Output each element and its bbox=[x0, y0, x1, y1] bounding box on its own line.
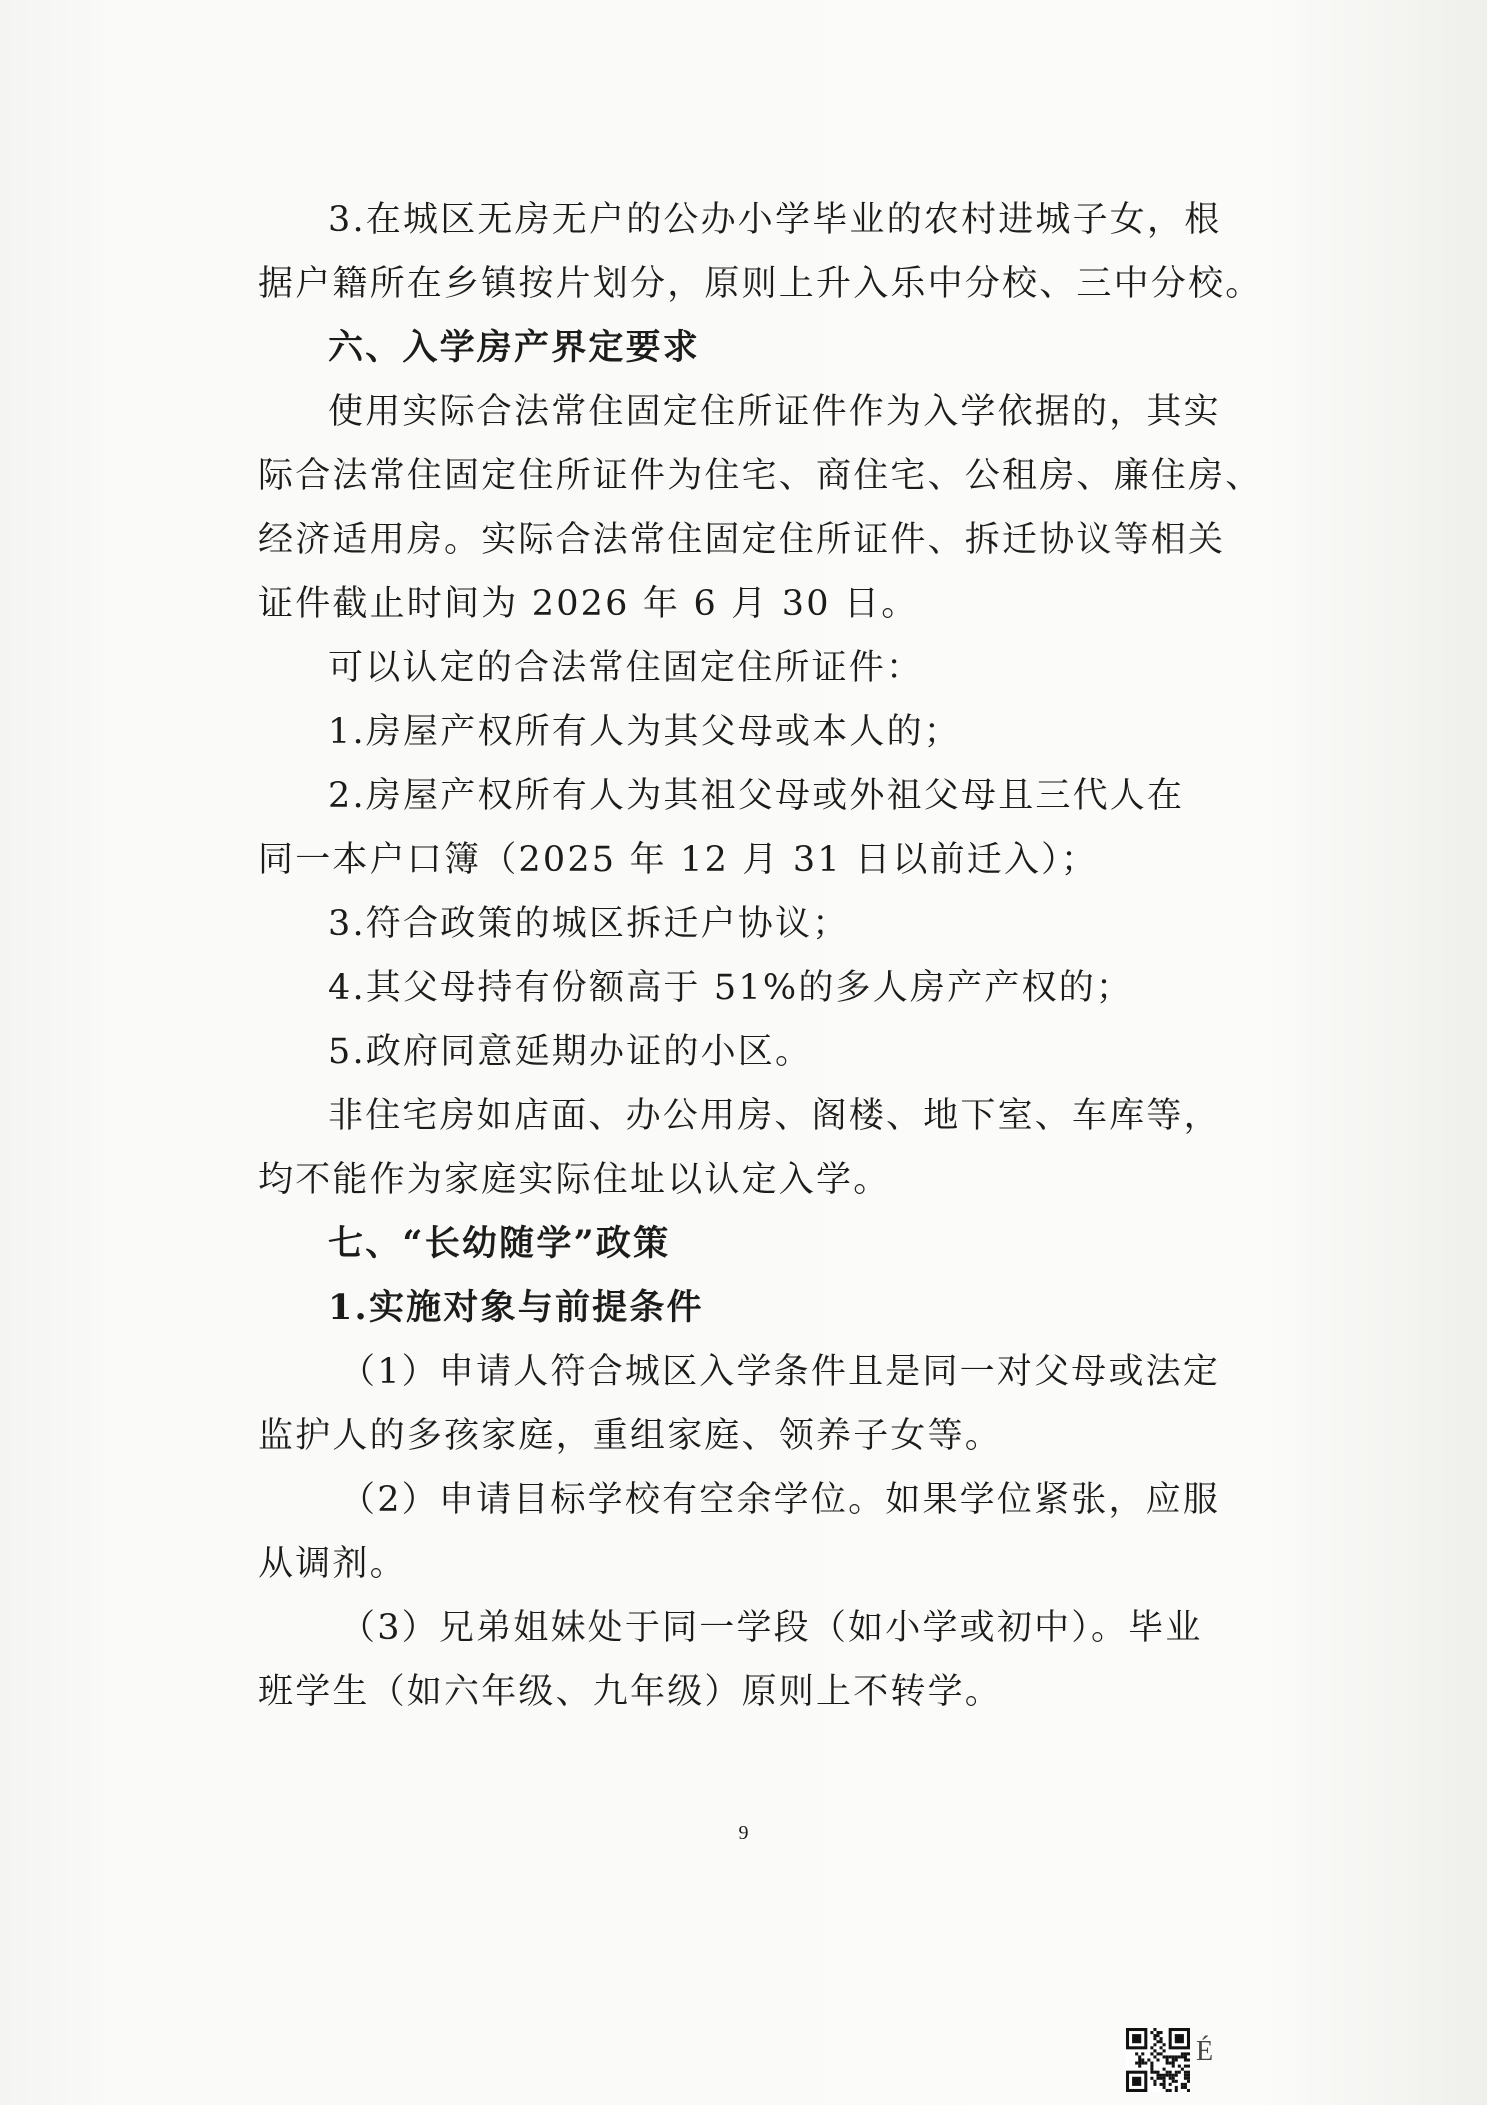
text-line: 5.政府同意延期办证的小区。 bbox=[328, 1032, 813, 1072]
text-line: 经济适用房。实际合法常住固定住所证件、拆迁协议等相关 bbox=[258, 520, 1226, 560]
paragraph bbox=[258, 1340, 1221, 1468]
paragraph bbox=[258, 764, 1188, 892]
text-line: 六、入学房产界定要求 bbox=[328, 327, 701, 368]
text-line: 均不能作为家庭实际住址以认定入学。 bbox=[258, 1160, 891, 1200]
text-line: 同一本户口簿（2025 年 12 月 31 日以前迁入）； bbox=[258, 840, 1099, 880]
text-line: 1.实施对象与前提条件 bbox=[328, 1287, 704, 1328]
text-line: 非住宅房如店面、办公用房、阁楼、地下室、车库等， bbox=[328, 1096, 1221, 1136]
text-line: 3.在城区无房无户的公办小学毕业的农村进城子女，根 bbox=[328, 200, 1222, 240]
text-line: 从调剂。 bbox=[258, 1544, 407, 1584]
text-line: （1）申请人符合城区入学条件且是同一对父母或法定 bbox=[340, 1352, 1221, 1392]
paragraph bbox=[258, 636, 1188, 700]
paragraph bbox=[258, 700, 1188, 764]
text-line: 4.其父母持有份额高于 51%的多人房产产权的； bbox=[328, 968, 1134, 1008]
text-line: 证件截止时间为 2026 年 6 月 30 日。 bbox=[258, 584, 919, 624]
text-line: （3）兄弟姐妹处于同一学段（如小学或初中）。毕业 bbox=[340, 1608, 1203, 1648]
text-line: 使用实际合法常住固定住所证件作为入学依据的，其实 bbox=[328, 392, 1221, 432]
text-line: 3.符合政策的城区拆迁户协议； bbox=[328, 904, 850, 944]
text-line: 据户籍所在乡镇按片划分，原则上升入乐中分校、三中分校。 bbox=[258, 264, 1263, 304]
page-number: 9 bbox=[738, 1822, 749, 1844]
paragraph bbox=[258, 188, 1263, 316]
text-line: 1.房屋产权所有人为其父母或本人的； bbox=[328, 712, 961, 752]
qr-code-icon bbox=[1126, 2028, 1190, 2092]
text-line: （2）申请目标学校有空余学位。如果学位紧张，应服 bbox=[340, 1480, 1221, 1520]
text-line: 班学生（如六年级、九年级）原则上不转学。 bbox=[258, 1672, 1003, 1712]
text-line: 2.房屋产权所有人为其祖父母或外祖父母且三代人在 bbox=[328, 776, 1185, 816]
section-heading bbox=[258, 1276, 1188, 1340]
paragraph bbox=[258, 1468, 1221, 1596]
paragraph bbox=[258, 892, 1188, 956]
paragraph bbox=[258, 1084, 1221, 1212]
text-line: 可以认定的合法常住固定住所证件： bbox=[328, 648, 924, 688]
text-line: 监护人的多孩家庭，重组家庭、领养子女等。 bbox=[258, 1416, 1003, 1456]
paragraph bbox=[258, 380, 1263, 636]
text-line: 际合法常住固定住所证件为住宅、商住宅、公租房、廉住房、 bbox=[258, 456, 1263, 496]
qr-mark: É bbox=[1196, 2036, 1214, 2067]
paragraph bbox=[258, 1596, 1203, 1724]
section-heading bbox=[258, 316, 1188, 380]
text-line: 七、“长幼随学”政策 bbox=[328, 1223, 671, 1264]
document-body bbox=[258, 188, 1263, 1724]
section-heading bbox=[258, 1212, 1188, 1276]
paragraph bbox=[258, 956, 1188, 1020]
paragraph bbox=[258, 1020, 1188, 1084]
